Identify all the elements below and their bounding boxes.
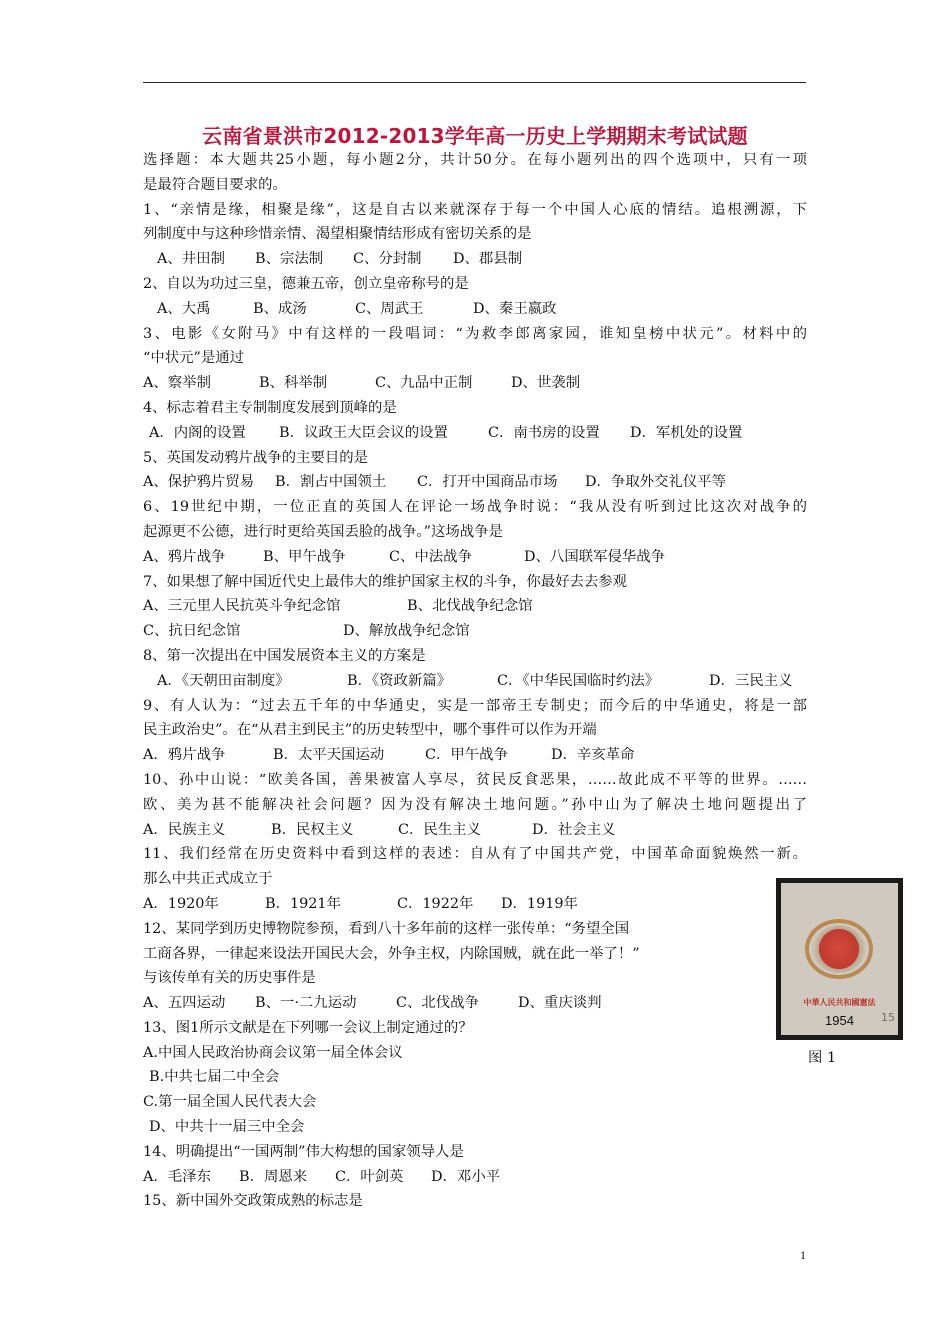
option-d: D、八国联军侵华战争 (524, 548, 666, 565)
question-12-stem: 与该传单有关的历史事件是 (143, 970, 316, 987)
question-9-stem: 民主政治史”。在“从君主到民主”的历史转型中，哪个事件可以作为开端 (143, 722, 597, 739)
question-8-stem: 8、第一次提出在中国发展资本主义的方案是 (143, 647, 426, 664)
option-a: A．鸦片战争 (143, 747, 226, 764)
cover-handwriting: 15 (881, 1011, 895, 1024)
header-rule (143, 82, 806, 83)
option-d: D、重庆谈判 (518, 995, 602, 1012)
option-c: C、周武王 (355, 300, 424, 317)
question-5-options (143, 470, 807, 495)
question-6-stem: 起源更不公德，进行时更给英国丢脸的战争。”这场战争是 (143, 523, 503, 540)
option-d: D、世袭制 (511, 375, 581, 392)
option-c: C、分封制 (353, 251, 422, 268)
question-10-stem: 10、孙中山说：“欧美各国，善果被富人享尽，贫民反食恶果，……故此成不平等的世界。…… (143, 771, 807, 788)
question-3-stem: 3、电影《女附马》中有这样的一段唱词：“为救李郎离家园，谁知皇榜中状元”。材料中的 (143, 325, 807, 342)
question-1-stem: 1、“亲情是缘，相聚是缘”，这是自古以来就深存于每一个中国人心底的情结。追根溯源，下 (143, 201, 807, 218)
option-d: D、解放战争纪念馆 (343, 623, 470, 640)
question-13-option-b: B.中共七届二中全会 (149, 1069, 280, 1086)
option-d: D、郡县制 (453, 251, 523, 268)
question-11-stem: 11、我们经常在历史资料中看到这样的表述：自从有了中国共产党，中国革命面貌焕然一新。 (143, 846, 807, 863)
option-a: A、三元里人民抗英斗争纪念馆 (143, 598, 341, 615)
option-b: B、甲午战争 (263, 548, 346, 565)
option-b: B、成汤 (253, 300, 307, 317)
option-a: A、大禹 (157, 300, 211, 317)
page-number: 1 (800, 1248, 806, 1262)
option-d: D．邓小平 (431, 1168, 501, 1185)
question-7-options-row-2 (143, 619, 807, 644)
option-c: C．南书房的设置 (488, 424, 600, 441)
option-d: D．1919年 (501, 895, 578, 912)
option-d: D．军机处的设置 (630, 424, 743, 441)
question-9-stem: 9、有人认为：“过去五千年的中华通史，实是一部帝王专制史；而今后的中华通史，将是一部 (143, 697, 807, 714)
option-b: B．太平天国运动 (273, 747, 385, 764)
question-10-stem: 欧、美为甚不能解决社会问题？因为没有解决土地问题。”孙中山为了解决土地问题提出了 (143, 796, 807, 813)
question-1-options (143, 247, 807, 272)
question-4-stem: 4、标志着君主专制制度发展到顶峰的是 (143, 399, 397, 416)
question-13-stem: 13、图1所示文献是在下列哪一会议上制定通过的？ (143, 1019, 473, 1036)
option-b: B、宗法制 (255, 251, 324, 268)
question-14-options (143, 1165, 807, 1190)
option-b: B．割占中国领土 (275, 474, 387, 491)
question-11-stem: 那么中共正式成立于 (143, 871, 273, 888)
constitution-cover-image (776, 878, 903, 1040)
option-b: B．议政王大臣会议的设置 (279, 424, 448, 441)
question-9-options (143, 743, 807, 768)
option-c: C．1922年 (397, 895, 474, 912)
option-c: C、中法战争 (389, 548, 472, 565)
question-2-stem: 2、自以为功过三皇，德兼五帝，创立皇帝称号的是 (143, 275, 469, 292)
option-c: C．民生主义 (398, 821, 481, 838)
option-c: C．叶剑英 (335, 1168, 404, 1185)
option-a: A、保护鸦片贸易 (143, 474, 255, 491)
question-13-option-a: A.中国人民政治协商会议第一届全体会议 (143, 1044, 403, 1061)
question-7-stem: 7、如果想了解中国近代史上最伟大的维护国家主权的斗争，你最好去去参观 (143, 573, 628, 590)
figure-caption: 图 1 (808, 1050, 837, 1066)
option-b: B．1921年 (265, 895, 341, 912)
question-1-stem: 列制度中与这种珍惜亲情、渴望相聚情结形成有密切关系的是 (143, 226, 532, 243)
option-a: A．《天朝田亩制度》 (157, 672, 290, 689)
option-a: A、井田制 (157, 251, 225, 268)
option-a: A．内阁的设置 (149, 424, 246, 441)
question-13-option-c: C.第一届全国人民代表大会 (143, 1094, 317, 1111)
option-c: C．甲午战争 (425, 747, 508, 764)
question-15-stem: 15、新中国外交政策成熟的标志是 (143, 1193, 363, 1210)
option-b: B、科举制 (259, 375, 328, 392)
question-12-stem: 12、某同学到历史博物院参预，看到八十多年前的这样一张传单：“务望全国 (143, 920, 630, 937)
national-emblem-icon (812, 925, 866, 973)
option-c: C、九品中正制 (375, 375, 473, 392)
question-6-options (143, 545, 807, 570)
question-3-stem: “中状元”是通过 (143, 350, 245, 367)
option-d: D、秦王嬴政 (473, 300, 557, 317)
option-c: C．打开中国商品市场 (417, 474, 558, 491)
option-a: A．毛泽东 (143, 1168, 211, 1185)
question-10-options (143, 818, 807, 843)
cover-paper (781, 883, 898, 1035)
option-b: B．民权主义 (271, 821, 354, 838)
question-4-options (143, 421, 807, 446)
question-3-options (143, 371, 807, 396)
question-8-options (143, 669, 807, 694)
question-11-options (143, 892, 807, 917)
option-b: B、一·二九运动 (255, 995, 357, 1012)
question-6-stem: 6、19世纪中期，一位正直的英国人在评论一场战争时说：“我从没有听到过比这次对战争的 (143, 499, 807, 516)
option-a: A、鸦片战争 (143, 548, 226, 565)
question-12-options (143, 991, 807, 1016)
option-b: B、北伐战争纪念馆 (407, 598, 533, 615)
option-b: B．周恩来 (239, 1168, 308, 1185)
document-title: 云南省景洪市2012-2013学年高一历史上学期期末考试试题 (202, 124, 748, 148)
option-c: C、抗日纪念馆 (143, 623, 241, 640)
question-7-options-row-1 (143, 594, 807, 619)
question-12-stem: 工商各界，一律起来设法开国民大会，外争主权，内除国贼，就在此一举了！” (143, 945, 640, 962)
question-5-stem: 5、英国发动鸦片战争的主要目的是 (143, 449, 369, 466)
option-c: C．《中华民国临时约法》 (497, 672, 660, 689)
cover-year: 1954 (825, 1013, 854, 1028)
option-a: A、察举制 (143, 375, 211, 392)
cover-title: 中華人民共和國憲法 (803, 998, 876, 1007)
option-d: D．三民主义 (709, 672, 793, 689)
option-d: D．辛亥革命 (551, 747, 635, 764)
instructions-line-2: 是最符合题目要求的。 (143, 176, 287, 193)
option-d: D．社会主义 (532, 821, 616, 838)
question-2-options (143, 297, 807, 322)
exam-content (143, 148, 807, 1214)
option-a: A、五四运动 (143, 995, 226, 1012)
option-a: A．民族主义 (143, 821, 226, 838)
option-a: A．1920年 (143, 895, 219, 912)
option-d: D．争取外交礼仪平等 (585, 474, 727, 491)
question-14-stem: 14、明确提出“一国两制”伟大构想的国家领导人是 (143, 1143, 464, 1160)
option-b: B．《资政新篇》 (347, 672, 452, 689)
question-13-option-d: D、中共十一届三中全会 (149, 1119, 305, 1136)
instructions-line-1: 选择题：本大题共25小题，每小题2分，共计50分。在每小题列出的四个选项中，只有一项 (143, 152, 807, 168)
option-c: C、北伐战争 (396, 995, 479, 1012)
